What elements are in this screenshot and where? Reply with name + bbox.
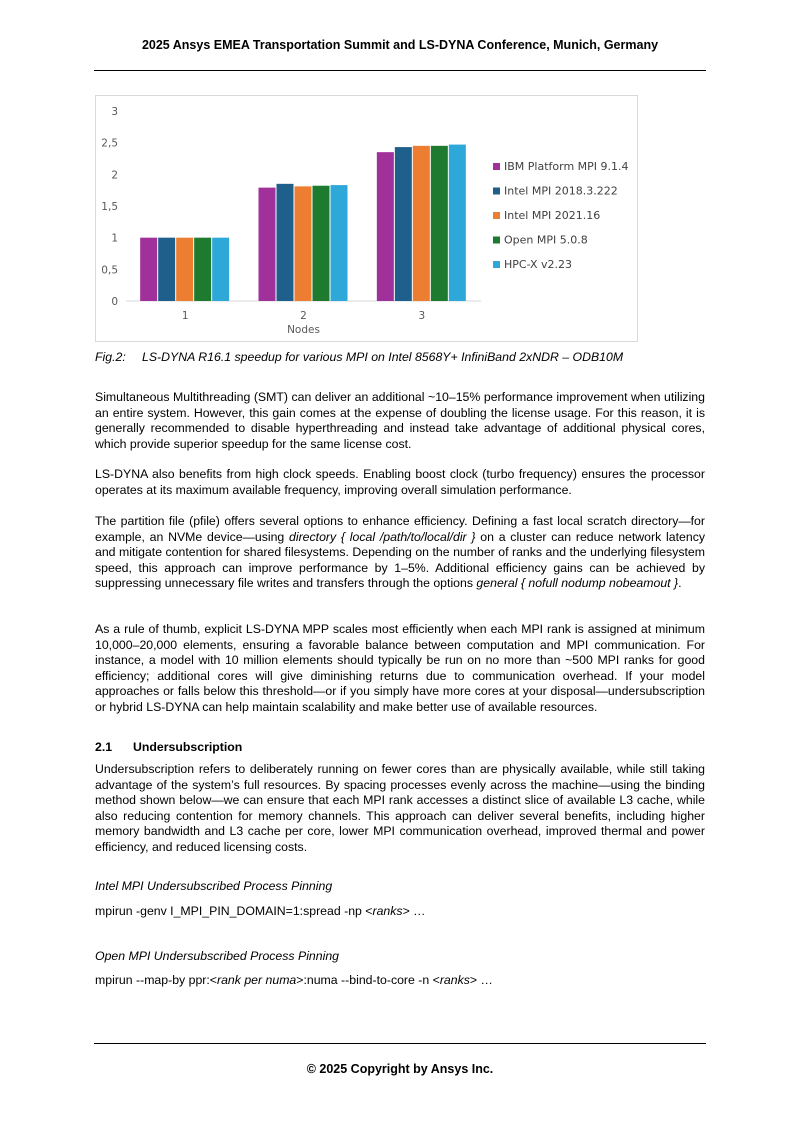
caption-text: LS-DYNA R16.1 speedup for various MPI on Intel 8568Y+ InfiniBand 2xNDR – ODB10M [142, 350, 624, 364]
bar [431, 146, 448, 301]
intel-cmd-c: > … [402, 904, 426, 918]
pfile-general-option: general { nofull nodump nobeamout } [476, 576, 679, 590]
legend-swatch [493, 163, 500, 170]
bar [295, 186, 312, 301]
bar [331, 185, 348, 301]
page-footer: © 2025 Copyright by Ansys Inc. [306, 1062, 494, 1076]
y-tick-label: 3 [111, 106, 118, 118]
legend-label: HPC-X v2.23 [504, 258, 573, 271]
bar [277, 184, 294, 301]
intel-mpi-command [95, 904, 425, 918]
pfile-directory-option: directory { local /path/to/local/dir } [289, 529, 476, 544]
bar [259, 188, 276, 301]
open-mpi-command [95, 973, 493, 987]
legend-swatch [493, 188, 500, 195]
bar [377, 152, 394, 301]
bar [140, 238, 157, 301]
header-rule [94, 70, 706, 71]
pfile-text-b: on a cluster can reduce network latency and mitigate contention for shared filesystems. Depending on the number of ranks and the underlying filesystem speed, this approach can improve performance by 1–5%. Additional efficiency gains can be achieved by suppressing unnecessary file writes and transfers through the options [95, 529, 705, 590]
figure-caption [95, 350, 623, 364]
y-tick-label: 0 [111, 296, 118, 308]
open-cmd-a: mpirun --map-by ppr:< [95, 973, 217, 987]
caption-label: Fig.2: [95, 350, 126, 364]
legend-swatch [493, 261, 500, 268]
bar [413, 146, 430, 301]
y-tick-label: 1 [111, 232, 118, 245]
open-mpi-title: Open MPI Undersubscribed Process Pinning [95, 949, 340, 963]
y-tick-label: 2 [111, 169, 118, 182]
paragraph-smt: Simultaneous Multithreading (SMT) can deliver an additional ~10–15% performance improvement when utilizing an entire system. However, this gain comes at the expense of doubling the license usage. For this reason, it is generally recommended to disable hyperthreading and instead take advantage of additional physical cores, which provide superior speedup for the same license cost. [95, 390, 705, 451]
pfile-text-a: The partition file (pfile) offers several options to enhance efficiency. Defining a fast local scratch directory—for example, an NVMe device—using [95, 514, 705, 544]
open-cmd-ranks: ranks [439, 973, 470, 987]
section-number: 2.1 [95, 740, 113, 754]
legend-label: Intel MPI 2018.3.222 [504, 184, 618, 198]
open-cmd-c: >:numa --bind-to-core -n < [296, 973, 440, 987]
bar [176, 238, 193, 301]
x-tick-label: 2 [300, 310, 307, 322]
y-tick-label: 2,5 [101, 137, 118, 150]
paragraph-pfile [95, 514, 705, 592]
legend-swatch [493, 237, 500, 244]
paragraph-rule-of-thumb: As a rule of thumb, explicit LS-DYNA MPP scales most efficiently when each MPI rank is assigned at minimum 10,000–20,000 elements, ensuring a favorable balance between computation and MPI communication. For instance, a model with 10 million elements should typically be run on no more than ~500 MPI ranks for good efficiency; additional cores will give diminishing returns due to communication overhead. If your model approaches or falls below this threshold—or if you simply have more cores at your disposal—undersubscription or hybrid LS-DYNA can help maintain scalability and make better use of available resources. [95, 622, 705, 714]
section-heading [95, 740, 242, 754]
bar [449, 145, 466, 301]
paragraph-clock: LS-DYNA also benefits from high clock speeds. Enabling boost clock (turbo frequency) ensures the processor operates at its maximum available frequency, improving overall simulation performance. [95, 467, 705, 497]
open-cmd-e: > … [469, 973, 493, 987]
x-tick-label: 1 [181, 310, 189, 322]
speedup-chart [95, 95, 638, 342]
pfile-text-c: . [678, 576, 682, 590]
intel-cmd-a: mpirun -genv I_MPI_PIN_DOMAIN=1:spread -np < [95, 904, 373, 918]
bar [212, 238, 229, 301]
page-header: 2025 Ansys EMEA Transportation Summit and LS-DYNA Conference, Munich, Germany [141, 38, 659, 52]
legend-swatch [493, 212, 500, 219]
bar [158, 238, 175, 301]
intel-mpi-title: Intel MPI Undersubscribed Process Pinning [95, 879, 333, 893]
open-cmd-rank-per-numa: rank per numa [216, 973, 297, 987]
intel-cmd-ranks: ranks [372, 904, 403, 918]
bar [395, 147, 412, 301]
section-title: Undersubscription [133, 740, 243, 754]
bar [313, 186, 330, 301]
legend-label: Intel MPI 2021.16 [504, 209, 601, 222]
x-tick-label: 3 [418, 310, 426, 322]
bar [194, 238, 211, 301]
legend-label: IBM Platform MPI 9.1.4 [504, 160, 629, 173]
chart-svg [96, 96, 637, 341]
paragraph-undersubscription: Undersubscription refers to deliberately running on fewer cores than are physically available, while still taking advantage of the system’s full resources. By spacing processes evenly across the machine—using the binding method shown below—we can ensure that each MPI rank accesses a distinct slice of available L3 cache, while also reducing contention for memory channels. This approach can deliver several benefits, including higher memory bandwidth and L3 cache per core, lower MPI communication overhead, improved thermal and power efficiency, and reduced licensing costs. [95, 762, 705, 854]
legend-label: Open MPI 5.0.8 [504, 233, 588, 247]
x-axis-label: Nodes [287, 324, 320, 336]
footer-rule [94, 1043, 706, 1044]
y-tick-label: 0,5 [101, 264, 118, 277]
y-tick-label: 1,5 [101, 201, 118, 213]
